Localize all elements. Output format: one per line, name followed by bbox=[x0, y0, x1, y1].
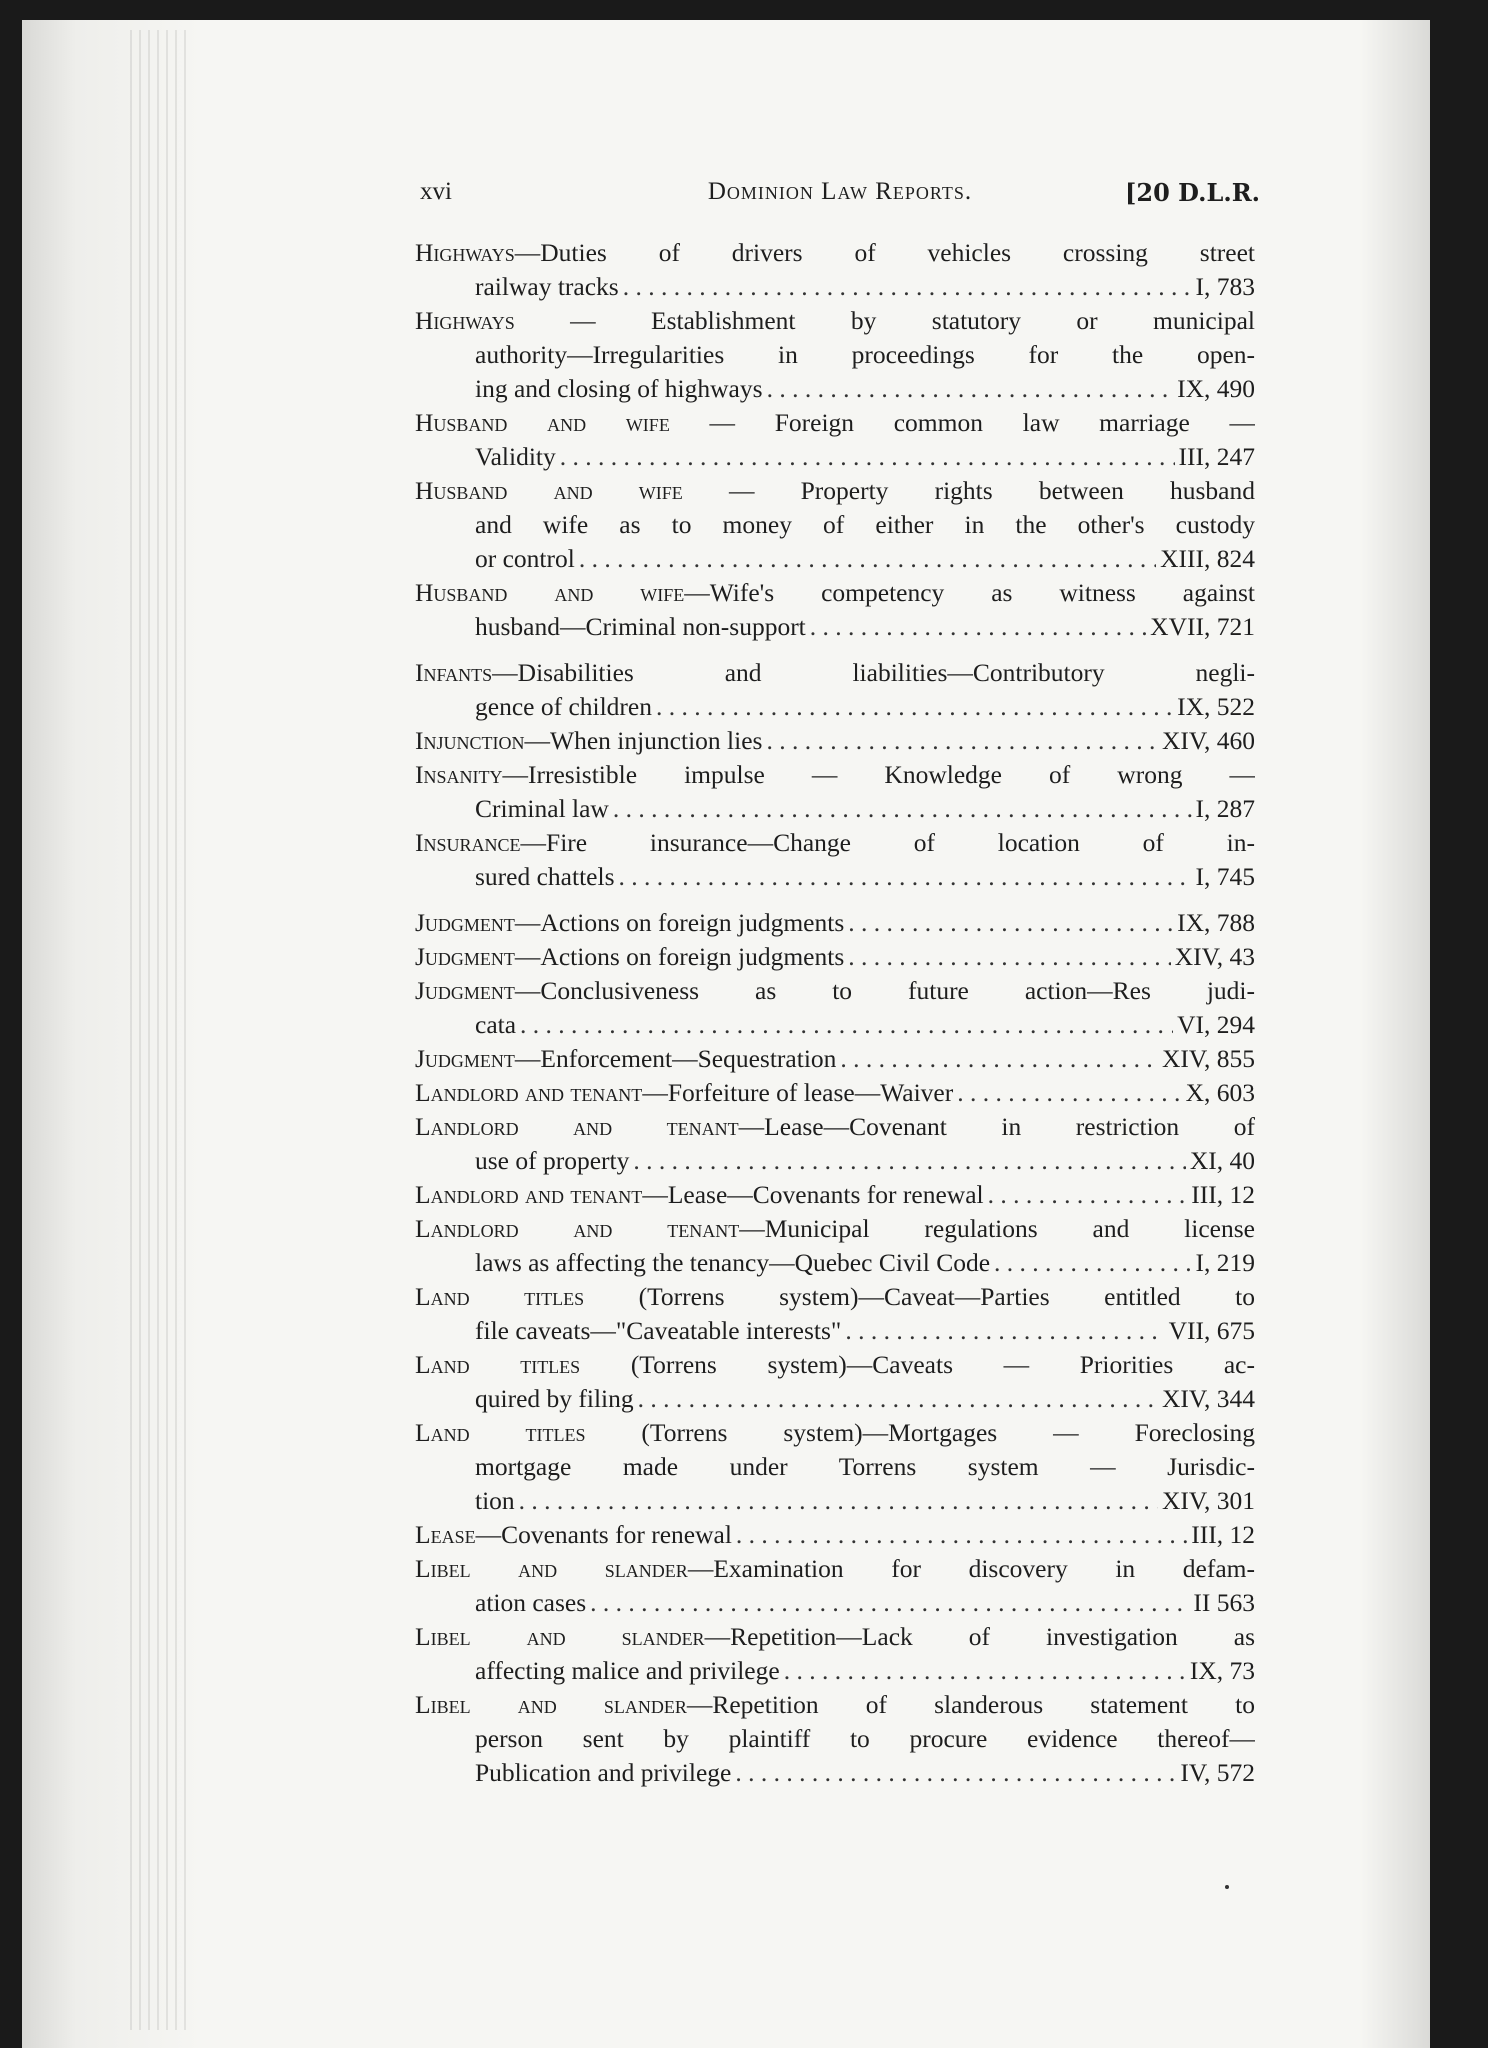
index-entry bbox=[415, 826, 1255, 894]
dot-leader bbox=[767, 372, 1174, 406]
volume-page-ref: I, 745 bbox=[1195, 862, 1255, 891]
index-entry bbox=[415, 906, 1255, 940]
entry-heading: Injunction bbox=[415, 726, 525, 755]
entry-last-line bbox=[415, 542, 1255, 576]
entry-line bbox=[415, 1280, 1255, 1314]
entry-line bbox=[415, 1620, 1255, 1654]
dot-leader bbox=[845, 1314, 1164, 1348]
entry-line bbox=[415, 338, 1255, 372]
entry-last-line bbox=[415, 906, 1255, 940]
volume-page-ref: XIV, 301 bbox=[1161, 1486, 1255, 1515]
volume-page-ref: IX, 490 bbox=[1177, 374, 1255, 403]
entry-line bbox=[415, 576, 1255, 610]
entry-text: —Duties of drivers of vehicles crossing street bbox=[514, 238, 1255, 267]
entry-text: —Lease—Covenants for renewal bbox=[642, 1180, 984, 1209]
index-entry bbox=[415, 1348, 1255, 1416]
dot-leader bbox=[736, 1518, 1187, 1552]
entry-text: sured chattels bbox=[475, 862, 615, 891]
volume-page-ref: XIV, 344 bbox=[1161, 1384, 1255, 1413]
index-entry bbox=[415, 1416, 1255, 1518]
entry-line bbox=[415, 1110, 1255, 1144]
entry-line bbox=[415, 474, 1255, 508]
entry-text: —Irresistible impulse — Knowledge of wrong — bbox=[502, 760, 1255, 789]
volume-page-ref: XIII, 824 bbox=[1160, 544, 1255, 573]
dot-leader bbox=[766, 724, 1157, 758]
entry-text: (Torrens system)—Caveat—Parties entitled to bbox=[584, 1282, 1255, 1311]
entry-line bbox=[415, 1450, 1255, 1484]
entry-heading: Land titles bbox=[415, 1350, 581, 1379]
dot-leader bbox=[579, 542, 1156, 576]
index-entry bbox=[415, 406, 1255, 474]
dot-leader bbox=[623, 270, 1192, 304]
entry-heading: Highways bbox=[415, 238, 515, 267]
entry-heading: Infants bbox=[415, 658, 493, 687]
entry-heading: Judgment bbox=[415, 976, 515, 1005]
entry-last-line bbox=[415, 1178, 1255, 1212]
entry-text: Validity bbox=[475, 442, 556, 471]
entry-text: authority—Irregularities in proceedings for the open- bbox=[475, 340, 1255, 369]
entry-heading: Highways bbox=[415, 306, 515, 335]
entry-text: or control bbox=[475, 544, 575, 573]
index-entry bbox=[415, 758, 1255, 826]
entry-text: mortgage made under Torrens system — Jurisdic- bbox=[475, 1452, 1255, 1481]
volume-page-ref: II 563 bbox=[1193, 1588, 1255, 1617]
entry-last-line bbox=[415, 792, 1255, 826]
entry-last-line bbox=[415, 440, 1255, 474]
running-title: Dominion Law Reports. bbox=[707, 178, 973, 205]
entry-heading: Husband and wife bbox=[415, 408, 670, 437]
volume-page-ref: X, 603 bbox=[1185, 1078, 1255, 1107]
entry-text: — Property rights between husband bbox=[682, 476, 1255, 505]
entry-last-line bbox=[415, 1756, 1255, 1790]
index-entry bbox=[415, 1518, 1255, 1552]
entry-last-line bbox=[415, 610, 1255, 644]
index-entry bbox=[415, 304, 1255, 406]
entry-line bbox=[415, 406, 1255, 440]
entry-last-line bbox=[415, 270, 1255, 304]
entry-heading: Lease bbox=[415, 1520, 476, 1549]
entry-line bbox=[415, 236, 1255, 270]
entry-last-line bbox=[415, 1518, 1255, 1552]
entry-line bbox=[415, 1348, 1255, 1382]
entry-heading: Landlord and tenant bbox=[415, 1112, 739, 1141]
entry-text: —Lease—Covenant in restriction of bbox=[738, 1112, 1255, 1141]
index-entries bbox=[415, 236, 1255, 1790]
entry-heading: Landlord and tenant bbox=[415, 1180, 643, 1209]
entry-heading: Libel and slander bbox=[415, 1554, 688, 1583]
entry-last-line bbox=[415, 724, 1255, 758]
entry-last-line bbox=[415, 1144, 1255, 1178]
entry-last-line bbox=[415, 1586, 1255, 1620]
entry-last-line bbox=[415, 1314, 1255, 1348]
volume-page-ref: XIV, 855 bbox=[1161, 1044, 1255, 1073]
entry-heading: Husband and wife bbox=[415, 578, 685, 607]
index-entry bbox=[415, 1212, 1255, 1280]
dot-leader bbox=[848, 940, 1170, 974]
entry-heading: Land titles bbox=[415, 1282, 585, 1311]
entry-text: —Forfeiture of lease—Waiver bbox=[642, 1078, 954, 1107]
volume-reference: [20 D.L.R. bbox=[1125, 178, 1260, 207]
entry-line bbox=[415, 304, 1255, 338]
entry-last-line bbox=[415, 1076, 1255, 1110]
volume-page-ref: XIV, 43 bbox=[1174, 942, 1255, 971]
dot-leader bbox=[520, 1008, 1173, 1042]
entry-last-line bbox=[415, 1246, 1255, 1280]
running-header bbox=[420, 178, 1260, 218]
index-entry bbox=[415, 1076, 1255, 1110]
entry-text: —Repetition—Lack of investigation as bbox=[704, 1622, 1255, 1651]
index-entry bbox=[415, 1178, 1255, 1212]
entry-last-line bbox=[415, 860, 1255, 894]
volume-page-ref: I, 287 bbox=[1195, 794, 1255, 823]
index-entry bbox=[415, 1688, 1255, 1790]
entry-text: Publication and privilege bbox=[475, 1758, 732, 1787]
entry-last-line bbox=[415, 690, 1255, 724]
entry-last-line bbox=[415, 1484, 1255, 1518]
index-entry bbox=[415, 576, 1255, 644]
entry-text: —Municipal regulations and license bbox=[739, 1214, 1255, 1243]
volume-page-ref: III, 12 bbox=[1191, 1520, 1255, 1549]
entry-text: and wife as to money of either in the other's custody bbox=[475, 510, 1255, 539]
entry-text: —Enforcement—Sequestration bbox=[514, 1044, 837, 1073]
entry-text: (Torrens system)—Caveats — Priorities ac- bbox=[580, 1350, 1255, 1379]
index-entry bbox=[415, 724, 1255, 758]
entry-text: use of property bbox=[475, 1146, 630, 1175]
index-entry bbox=[415, 974, 1255, 1042]
entry-line bbox=[415, 1552, 1255, 1586]
dot-leader bbox=[656, 690, 1173, 724]
dot-leader bbox=[638, 1382, 1158, 1416]
dot-leader bbox=[784, 1654, 1186, 1688]
entry-text: —Examination for discovery in defam- bbox=[687, 1554, 1255, 1583]
entry-last-line bbox=[415, 1008, 1255, 1042]
index-entry bbox=[415, 474, 1255, 576]
volume-page-ref: IV, 572 bbox=[1180, 1758, 1255, 1787]
entry-heading: Landlord and tenant bbox=[415, 1214, 740, 1243]
entry-text: person sent by plaintiff to procure evidence thereof— bbox=[475, 1724, 1255, 1753]
dot-leader bbox=[619, 860, 1192, 894]
index-entry bbox=[415, 656, 1255, 724]
entry-line bbox=[415, 1212, 1255, 1246]
dot-leader bbox=[994, 1246, 1191, 1280]
volume-page-ref: I, 219 bbox=[1195, 1248, 1255, 1277]
dot-leader bbox=[633, 1144, 1185, 1178]
entry-heading: Libel and slander bbox=[415, 1622, 705, 1651]
entry-text: tion bbox=[475, 1486, 515, 1515]
entry-text: ation cases bbox=[475, 1588, 587, 1617]
index-entry bbox=[415, 1042, 1255, 1076]
volume-page-ref: VII, 675 bbox=[1168, 1316, 1255, 1345]
entry-last-line bbox=[415, 1042, 1255, 1076]
volume-page-ref: XI, 40 bbox=[1189, 1146, 1255, 1175]
entry-text: file caveats—"Caveatable interests" bbox=[475, 1316, 842, 1345]
entry-line bbox=[415, 826, 1255, 860]
entry-line bbox=[415, 758, 1255, 792]
volume-page-ref: III, 247 bbox=[1178, 442, 1255, 471]
entry-text: (Torrens system)—Mortgages — Foreclosing bbox=[585, 1418, 1255, 1447]
entry-text: — Establishment by statutory or municipal bbox=[514, 306, 1255, 335]
entry-text: railway tracks bbox=[475, 272, 619, 301]
entry-text: cata bbox=[475, 1010, 517, 1039]
entry-line bbox=[415, 1416, 1255, 1450]
entry-text: husband—Criminal non-support bbox=[475, 612, 806, 641]
entry-text: ing and closing of highways bbox=[475, 374, 763, 403]
index-entry bbox=[415, 1620, 1255, 1688]
dot-leader bbox=[519, 1484, 1158, 1518]
entry-text: —Repetition of slanderous statement to bbox=[686, 1690, 1255, 1719]
entry-heading: Land titles bbox=[415, 1418, 586, 1447]
dot-leader bbox=[848, 906, 1173, 940]
entry-text: —Conclusiveness as to future action—Res judi- bbox=[514, 976, 1255, 1005]
volume-page-ref: IX, 522 bbox=[1177, 692, 1255, 721]
entry-text: —Actions on foreign judgments bbox=[514, 942, 845, 971]
dot-leader bbox=[613, 792, 1192, 826]
entry-text: laws as affecting the tenancy—Quebec Civil Code bbox=[475, 1248, 991, 1277]
entry-heading: Husband and wife bbox=[415, 476, 683, 505]
page-edges bbox=[130, 30, 190, 2030]
volume-page-ref: VI, 294 bbox=[1177, 1010, 1255, 1039]
entry-line bbox=[415, 1688, 1255, 1722]
entry-text: affecting malice and privilege bbox=[475, 1656, 780, 1685]
entry-last-line bbox=[415, 940, 1255, 974]
entry-text: Criminal law bbox=[475, 794, 609, 823]
entry-heading: Judgment bbox=[415, 1044, 515, 1073]
ink-speck bbox=[1225, 1885, 1229, 1889]
entry-heading: Landlord and tenant bbox=[415, 1078, 643, 1107]
volume-page-ref: III, 12 bbox=[1191, 1180, 1255, 1209]
entry-line bbox=[415, 508, 1255, 542]
entry-line bbox=[415, 1722, 1255, 1756]
dot-leader bbox=[957, 1076, 1181, 1110]
dot-leader bbox=[560, 440, 1175, 474]
index-entry bbox=[415, 236, 1255, 304]
entry-last-line bbox=[415, 1654, 1255, 1688]
dot-leader bbox=[590, 1586, 1189, 1620]
dot-leader bbox=[735, 1756, 1176, 1790]
index-entry bbox=[415, 1280, 1255, 1348]
volume-page-ref: XIV, 460 bbox=[1161, 726, 1255, 755]
entry-text: —When injunction lies bbox=[524, 726, 763, 755]
index-entry bbox=[415, 1110, 1255, 1178]
entry-heading: Insurance bbox=[415, 828, 521, 857]
entry-last-line bbox=[415, 1382, 1255, 1416]
page-number: xvi bbox=[420, 178, 452, 205]
entry-last-line bbox=[415, 372, 1255, 406]
volume-page-ref: XVII, 721 bbox=[1150, 612, 1255, 641]
volume-page-ref: IX, 788 bbox=[1177, 908, 1255, 937]
dot-leader bbox=[988, 1178, 1188, 1212]
volume-page-ref: IX, 73 bbox=[1189, 1656, 1255, 1685]
entry-text: —Disabilities and liabilities—Contributory negli- bbox=[492, 658, 1255, 687]
entry-text: quired by filing bbox=[475, 1384, 634, 1413]
entry-line bbox=[415, 974, 1255, 1008]
dot-leader bbox=[810, 610, 1146, 644]
entry-line bbox=[415, 656, 1255, 690]
entry-text: —Wife's competency as witness against bbox=[684, 578, 1255, 607]
entry-text: —Covenants for renewal bbox=[475, 1520, 732, 1549]
entry-heading: Insanity bbox=[415, 760, 503, 789]
entry-text: gence of children bbox=[475, 692, 652, 721]
page-right-shadow bbox=[1360, 20, 1430, 2048]
entry-heading: Judgment bbox=[415, 908, 515, 937]
entry-text: — Foreign common law marriage — bbox=[669, 408, 1255, 437]
index-entry bbox=[415, 940, 1255, 974]
entry-heading: Judgment bbox=[415, 942, 515, 971]
entry-text: —Actions on foreign judgments bbox=[514, 908, 845, 937]
volume-page-ref: I, 783 bbox=[1195, 272, 1255, 301]
entry-heading: Libel and slander bbox=[415, 1690, 687, 1719]
entry-text: —Fire insurance—Change of location of in- bbox=[520, 828, 1255, 857]
dot-leader bbox=[840, 1042, 1158, 1076]
index-entry bbox=[415, 1552, 1255, 1620]
